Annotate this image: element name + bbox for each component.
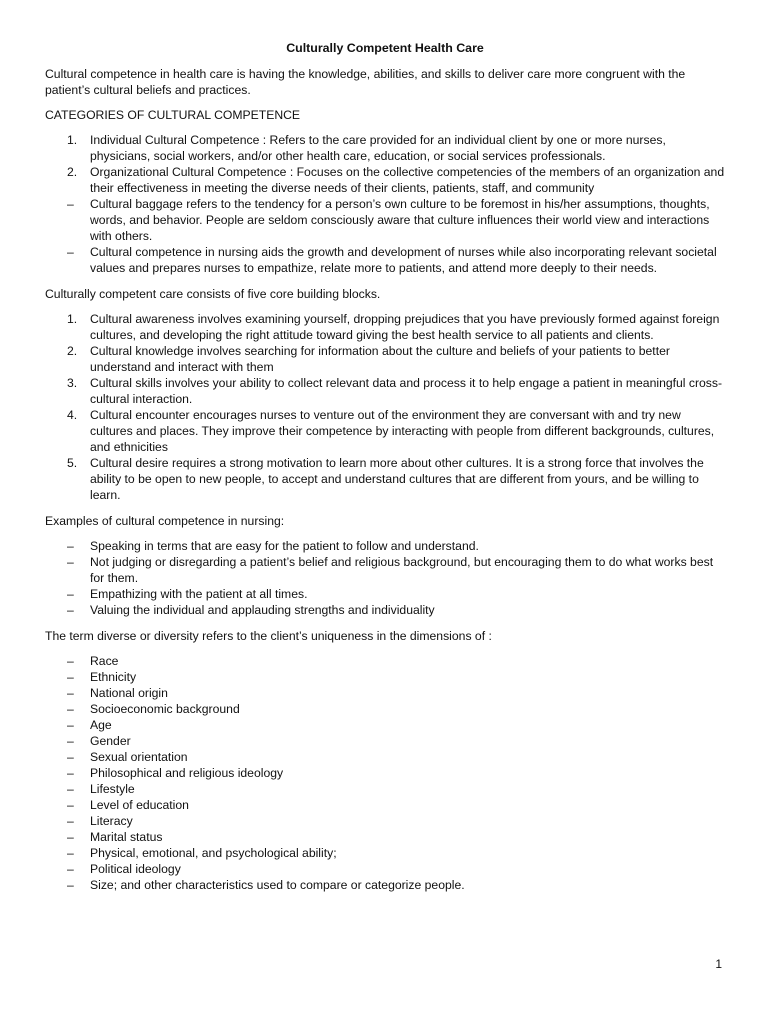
list-marker: – (67, 654, 74, 668)
list-item (45, 586, 725, 602)
list-item (45, 343, 725, 375)
list-item-text: Cultural competence in nursing aids the growth and development of nurses while also incorporating relevant societal values and prepares nurses to empathize, relate more to patients, and attend more deeply to their needs. (90, 245, 717, 275)
list-marker: – (67, 830, 74, 844)
list-marker: – (67, 702, 74, 716)
list-item (45, 717, 725, 733)
list-marker: – (67, 603, 74, 617)
list-item (45, 669, 725, 685)
diversity-list (45, 653, 725, 893)
list-item-text: Cultural awareness involves examining yourself, dropping prejudices that you have previously formed against foreign cultures, and developing the right attitude toward giving the best health service to all patients and clients. (90, 312, 720, 342)
list-item-text: Marital status (90, 830, 163, 844)
categories-list (45, 132, 725, 276)
list-marker: – (67, 587, 74, 601)
list-item (45, 375, 725, 407)
list-marker: – (67, 878, 74, 892)
list-item-text: Valuing the individual and applauding strengths and individuality (90, 603, 435, 617)
list-marker: 2. (67, 344, 78, 358)
list-item-text: Race (90, 654, 119, 668)
list-item-text: Political ideology (90, 862, 181, 876)
list-marker: 3. (67, 376, 78, 390)
list-item (45, 407, 725, 455)
list-item (45, 602, 725, 618)
list-marker: – (67, 555, 74, 569)
list-item-text: National origin (90, 686, 168, 700)
list-item (45, 861, 725, 877)
list-item-text: Not judging or disregarding a patient’s belief and religious background, but encouraging them to do what works best for them. (90, 555, 714, 585)
list-item-text: Socioeconomic background (90, 702, 240, 716)
list-item-text: Gender (90, 734, 131, 748)
list-item (45, 813, 725, 829)
list-marker: – (67, 814, 74, 828)
list-item-text: Philosophical and religious ideology (90, 766, 284, 780)
list-marker: 1. (67, 312, 78, 326)
list-item-text: Cultural knowledge involves searching for information about the culture and beliefs of your patients to better understand and interact with them (90, 344, 670, 374)
list-item (45, 653, 725, 669)
list-item-text: Speaking in terms that are easy for the patient to follow and understand. (90, 539, 479, 553)
list-item-text: Physical, emotional, and psychological ability; (90, 846, 337, 860)
list-marker: – (67, 686, 74, 700)
list-item (45, 749, 725, 765)
categories-heading: CATEGORIES OF CULTURAL COMPETENCE (45, 108, 301, 122)
list-item-text: Empathizing with the patient at all times. (90, 587, 308, 601)
list-item-text: Size; and other characteristics used to compare or categorize people. (90, 878, 465, 892)
list-item-text: Cultural baggage refers to the tendency for a person’s own culture to be foremost in his/her assumptions, thoughts, words, and behavior. People are seldom consciously aware that culture influences their world view and interactions with others. (90, 197, 710, 243)
list-item (45, 538, 725, 554)
examples-list (45, 538, 725, 618)
document-page (45, 40, 725, 903)
list-item (45, 554, 725, 586)
list-item-text: Ethnicity (90, 670, 137, 684)
list-item-text: Organizational Cultural Competence : Focuses on the collective competencies of the members of an organization and their effectiveness in meeting the diverse needs of their clients, patients, staff, and community (90, 165, 725, 195)
list-item (45, 733, 725, 749)
list-marker: 1. (67, 133, 78, 147)
page-number: 1 (715, 957, 722, 971)
list-marker: – (67, 862, 74, 876)
list-item (45, 829, 725, 845)
list-item-text: Age (90, 718, 112, 732)
list-item (45, 132, 725, 164)
list-marker: 2. (67, 165, 78, 179)
list-item (45, 196, 725, 244)
intro-paragraph: Cultural competence in health care is having the knowledge, abilities, and skills to deliver care more congruent with the patient’s cultural beliefs and practices. (45, 67, 686, 97)
list-marker: – (67, 846, 74, 860)
list-item (45, 685, 725, 701)
list-item (45, 845, 725, 861)
list-marker: – (67, 245, 74, 259)
list-item-text: Cultural desire requires a strong motivation to learn more about other cultures. It is a strong force that involves the ability to be open to new people, to accept and understand cultures that are different from yours, and be willing to learn. (90, 456, 704, 502)
list-item (45, 797, 725, 813)
diversity-heading: The term diverse or diversity refers to the client’s uniqueness in the dimensions of : (45, 629, 492, 643)
list-marker: – (67, 197, 74, 211)
list-item (45, 244, 725, 276)
list-marker: – (67, 782, 74, 796)
list-item (45, 877, 725, 893)
list-item (45, 455, 725, 503)
list-item (45, 311, 725, 343)
examples-heading: Examples of cultural competence in nursing: (45, 514, 285, 528)
list-marker: – (67, 670, 74, 684)
list-item-text: Lifestyle (90, 782, 135, 796)
list-item (45, 765, 725, 781)
blocks-heading: Culturally competent care consists of five core building blocks. (45, 287, 381, 301)
list-item-text: Literacy (90, 814, 133, 828)
list-marker: – (67, 539, 74, 553)
list-item (45, 781, 725, 797)
list-marker: 4. (67, 408, 78, 422)
list-item-text: Level of education (90, 798, 189, 812)
list-item-text: Individual Cultural Competence : Refers to the care provided for an individual client by one or more nurses, physicians, social workers, and/or other health care, education, or social services professionals. (90, 133, 666, 163)
building-blocks-list (45, 311, 725, 503)
list-marker: – (67, 766, 74, 780)
list-marker: – (67, 718, 74, 732)
list-marker: – (67, 798, 74, 812)
list-item-text: Cultural encounter encourages nurses to venture out of the environment they are conversant with and try new cultures and places. They improve their competence by interacting with people from different backgrounds, cultures, and ethnicities (90, 408, 715, 454)
list-marker: – (67, 734, 74, 748)
list-marker: 5. (67, 456, 78, 470)
list-item-text: Cultural skills involves your ability to collect relevant data and process it to help engage a patient in meaningful cross-cultural interaction. (90, 376, 723, 406)
document-title: Culturally Competent Health Care (286, 41, 484, 55)
list-marker: – (67, 750, 74, 764)
list-item (45, 701, 725, 717)
list-item-text: Sexual orientation (90, 750, 188, 764)
list-item (45, 164, 725, 196)
